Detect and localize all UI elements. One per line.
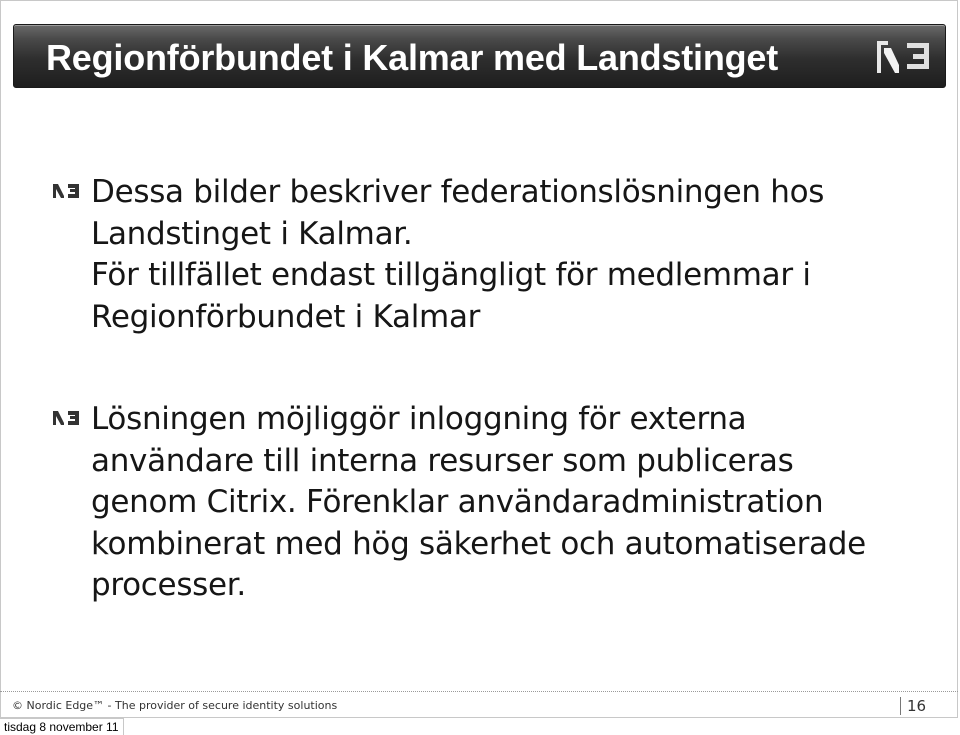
bullet-line: Landstinget i Kalmar.	[91, 215, 413, 252]
footer-divider	[0, 691, 958, 692]
footer-copyright: © Nordic Edge™ - The provider of secure identity solutions	[12, 699, 338, 712]
nordic-edge-logo-icon	[875, 39, 931, 75]
bullet-line: användare till interna resurser som publiceras	[91, 442, 794, 479]
nordic-edge-bullet-icon	[52, 409, 80, 427]
bullet-line: Dessa bilder beskriver federationslösningen hos	[91, 174, 825, 210]
page-number: 16	[900, 697, 936, 715]
bullet-line: Regionförbundet i Kalmar	[91, 298, 481, 335]
bullet-line: kombinerat med hög säkerhet och automatiserade	[91, 525, 866, 562]
nordic-edge-bullet-icon	[52, 182, 80, 200]
title-bar	[13, 24, 946, 88]
bullet-line: Lösningen möjliggör inloggning för externa	[91, 401, 747, 437]
slide-title: Regionförbundet i Kalmar med Landstinget	[46, 37, 779, 78]
bullet-line: processer.	[91, 567, 246, 603]
bullet-text	[91, 172, 911, 338]
bullet-line: För tillfället endast tillgängligt för medlemmar i	[91, 257, 811, 293]
bullet-line: genom Citrix. Förenklar användaradministration	[91, 484, 824, 520]
bullet-text	[91, 399, 911, 607]
date-label: tisdag 8 november 11	[0, 718, 124, 735]
